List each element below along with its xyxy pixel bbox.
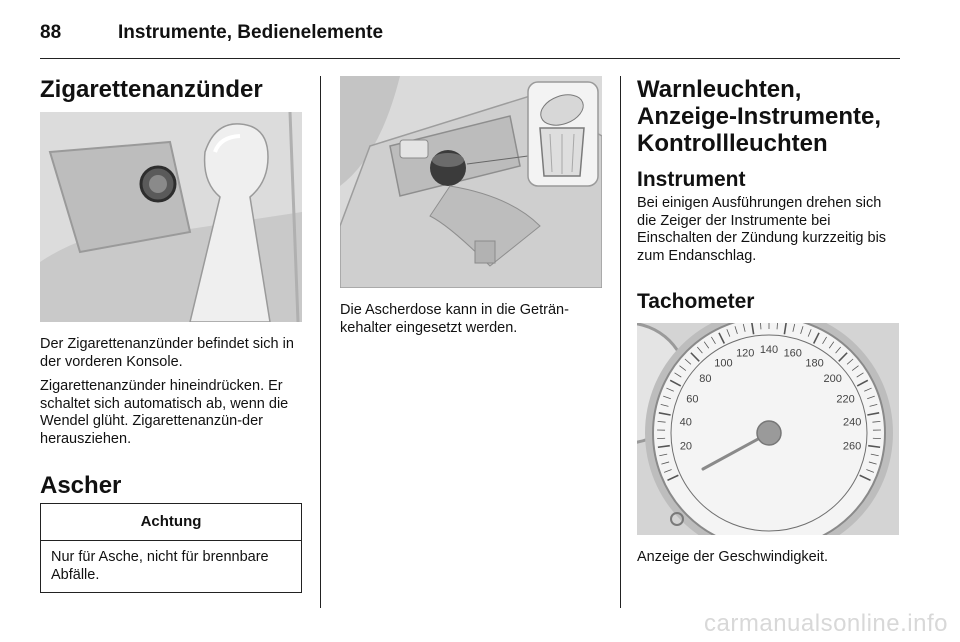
speedometer-label: 20	[679, 440, 693, 453]
lighter-location-text: Der Zigarettenanzünder befindet sich in der vorderen Konsole.	[40, 336, 294, 370]
speedometer-label: 40	[679, 416, 692, 429]
watermark-text: carmanualsonline.info	[704, 610, 948, 637]
speedometer-label: 160	[783, 347, 802, 360]
caution-text: Nur für Asche, nicht für brennbare Abfälle.	[51, 549, 269, 583]
header-rule	[40, 58, 900, 59]
cigarette-lighter-illustration	[40, 112, 302, 322]
heading-instrument: Instrument	[637, 168, 746, 191]
speedometer-label: 200	[823, 373, 842, 386]
speedometer-label: 180	[805, 357, 824, 370]
chapter-title: Instrumente, Bedienelemente	[118, 22, 384, 43]
heading-speedometer: Tachometer	[637, 290, 755, 313]
speedometer-caption: Anzeige der Geschwindigkeit.	[637, 549, 829, 565]
speedometer-label: 260	[842, 440, 862, 453]
speedometer-label: 80	[699, 373, 712, 386]
column-divider-right	[620, 76, 621, 608]
ashtray-photo	[340, 76, 602, 288]
lighter-usage-text: Zigarettenanzünder hineindrücken. Er schaltet sich automatisch ab, wenn die Wendel glüht. Zigarettenanzün-der herausziehen.	[40, 378, 289, 447]
caution-divider	[41, 540, 301, 541]
speedometer-label: 60	[686, 393, 699, 406]
speedometer-label: 140	[759, 344, 779, 356]
speedometer-photo	[637, 323, 899, 535]
column-divider-left	[320, 76, 321, 608]
speedometer-label: 240	[843, 416, 862, 429]
speedometer-label: 220	[836, 393, 855, 406]
heading-cigarette-lighter: Zigarettenanzünder	[40, 76, 263, 103]
speedometer-dial	[637, 323, 899, 535]
heading-warning-lights: Warnleuchten, Anzeige-Instrumente, Kontrollleuchten	[637, 76, 882, 157]
instrument-text: Bei einigen Ausführungen drehen sich die Zeiger der Instrumente bei Einschalten der Zündung kurzzeitig bis zum Endanschlag.	[637, 195, 887, 264]
page-number: 88	[40, 22, 62, 43]
speedometer-label: 100	[714, 357, 733, 370]
ashtray-caption: Die Ascherdose kann in die Geträn-kehalter eingesetzt werden.	[340, 302, 569, 336]
ashtray-illustration	[340, 76, 602, 288]
caution-title: Achtung	[140, 513, 202, 530]
speedometer-label: 120	[736, 347, 755, 360]
heading-ashtray: Ascher	[40, 472, 122, 499]
cigarette-lighter-photo	[40, 112, 302, 322]
caution-box	[40, 503, 302, 593]
page-header	[40, 18, 900, 58]
